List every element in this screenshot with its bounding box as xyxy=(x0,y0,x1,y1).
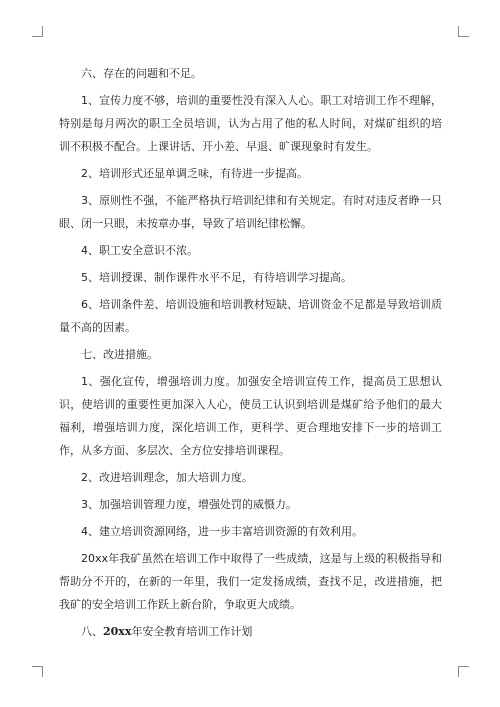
paragraph: 2、培训形式还显单调乏味，有待进一步提高。 xyxy=(81,167,308,180)
document-body xyxy=(59,62,442,647)
paragraph: 3、加强培训管理力度，增强处罚的威慑力。 xyxy=(81,498,297,511)
paragraph-summary: 20xx年我矿虽然在培训工作中取得了一些成绩，这是与上级的积极指导和帮助分不开的，在新的一年里，我们一定发扬成绩，查找不足，改进措施，把我矿的安全培训工作跃上新台阶，争取更大成绩。 xyxy=(59,552,442,611)
crop-mark-bottom-left xyxy=(32,666,43,677)
crop-mark-top-left xyxy=(32,26,43,37)
section-heading-problems: 六、存在的问题和不足。 xyxy=(81,67,202,80)
paragraph: 5、培训授课、制作课件水平不足，有待培训学习提高。 xyxy=(81,271,352,284)
paragraph: 2、改进培训理念，加大培训力度。 xyxy=(81,471,253,484)
heading-suffix: 年安全教育培训工作计划 xyxy=(131,625,253,638)
heading-prefix: 八、 xyxy=(81,625,103,638)
paragraph: 1、强化宣传，增强培训力度。加强安全培训宣传工作，提高员工思想认识，使培训的重要性更加深入人心，使员工认识到培训是煤矿给予他们的最大福利，增强培训力度，深化培训工作，更科学、更合理地安排下一步的培训工作，从多方面、多层次、全方位安排培训课程。 xyxy=(59,375,442,457)
crop-mark-top-right xyxy=(458,26,469,37)
paragraph: 4、建立培训资源网络，进一步丰富培训资源的有效利用。 xyxy=(81,525,363,538)
paragraph: 1、宣传力度不够，培训的重要性没有深入人心。职工对培训工作不理解，特别是每月两次的职工全员培训，认为占用了他的私人时间，对煤矿组织的培训不积极不配合。上课讲话、开小差、早退、旷课现象时有发生。 xyxy=(59,94,442,153)
paragraph: 6、培训条件差、培训设施和培训教材短缺、培训资金不足都是导致培训质量不高的因素。 xyxy=(59,298,442,334)
crop-mark-bottom-right xyxy=(458,666,469,677)
paragraph: 3、原则性不强，不能严格执行培训纪律和有关规定。有时对违反者睁一只眼、闭一只眼，未按章办事，导致了培训纪律松懈。 xyxy=(59,194,442,230)
section-heading-improvements: 七、改进措施。 xyxy=(81,348,158,361)
section-heading-plan xyxy=(59,620,442,643)
paragraph: 4、职工安全意识不浓。 xyxy=(81,244,198,257)
heading-year: 20xx xyxy=(103,625,132,638)
